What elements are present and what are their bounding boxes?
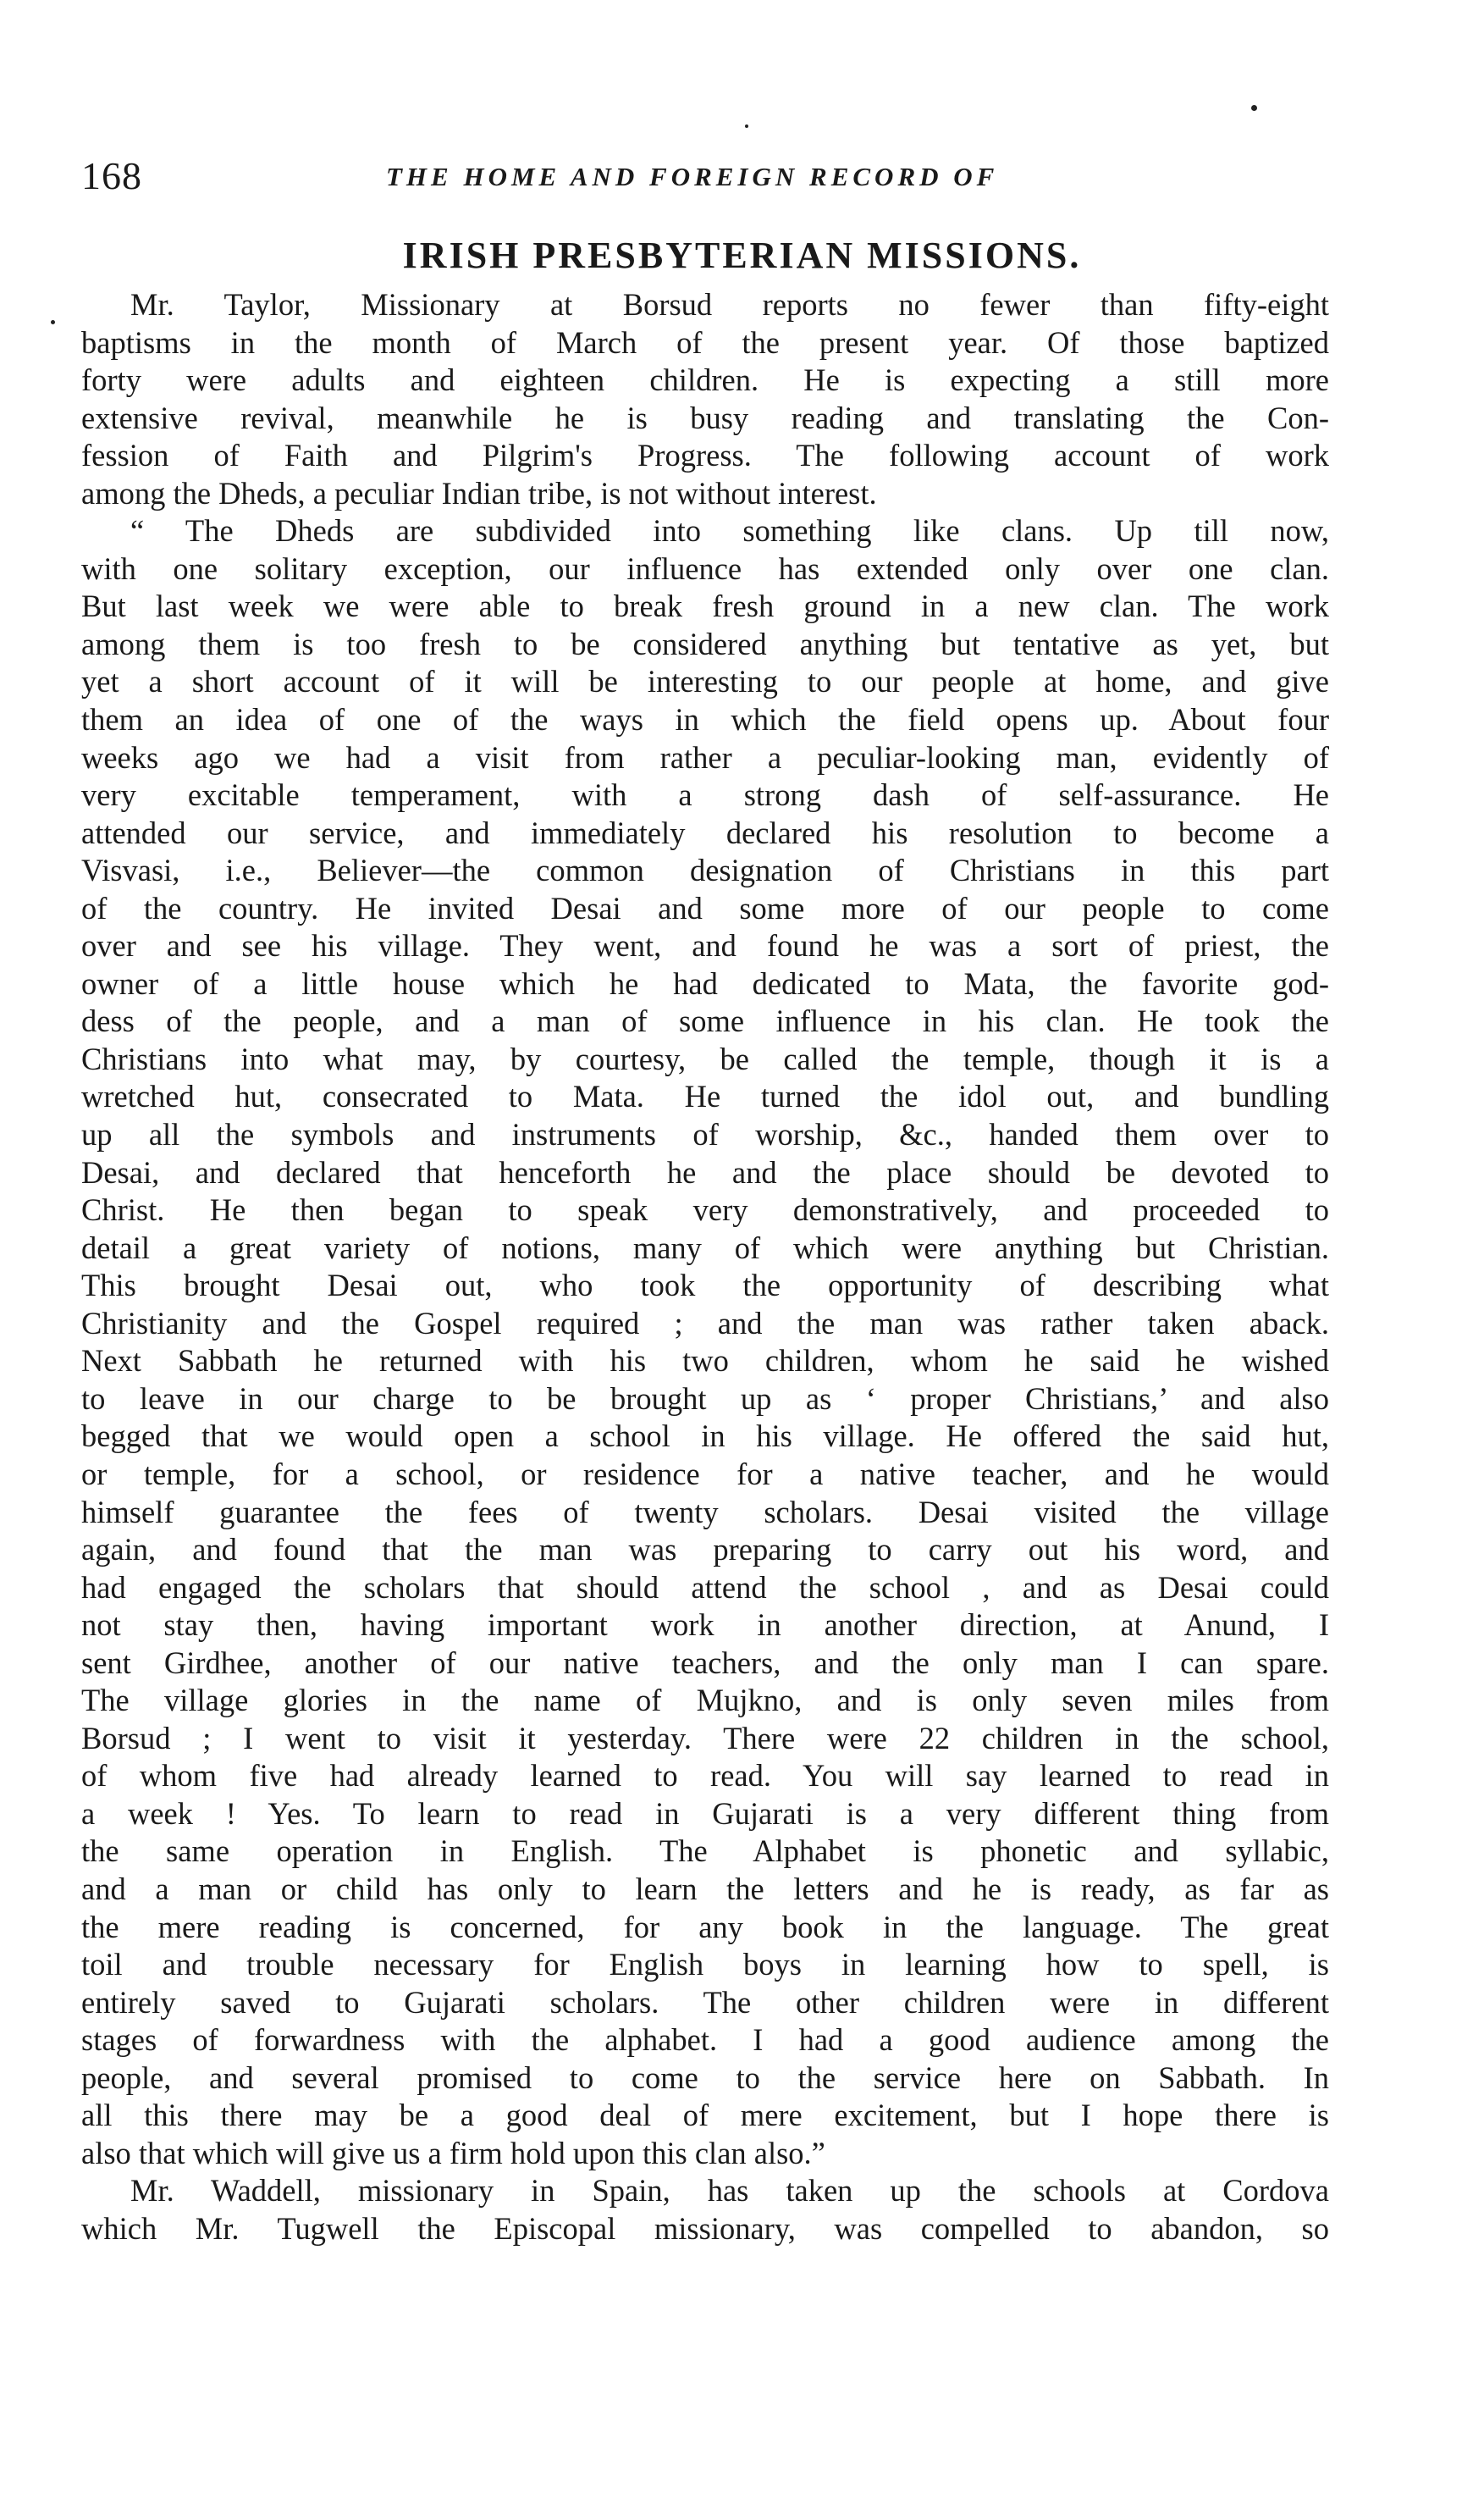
text-line: sent Girdhee, another of our native teachers, and the only man I can spare. (81, 1645, 1329, 1680)
text-line: Borsud ; I went to visit it yesterday. There were 22 children in the school, (81, 1720, 1329, 1755)
text-line: weeks ago we had a visit from rather a peculiar-looking man, evidently of (81, 739, 1329, 775)
text-line: them an idea of one of the ways in which the field opens up. About four (81, 702, 1329, 738)
text-line: himself guarantee the fees of twenty scholars. Desai visited the village (81, 1494, 1329, 1529)
text-line: among them is too fresh to be considered anything but tentative as yet, but (81, 626, 1329, 661)
ink-speck (745, 124, 748, 128)
ink-speck (1251, 105, 1257, 111)
journal-title: THE HOME AND FOREIGN RECORD OF (386, 162, 999, 191)
section-title: IRISH PRESBYTERIAN MISSIONS. (402, 235, 1082, 276)
text-line: fession of Faith and Pilgrim's Progress. The following account of work (81, 438, 1329, 473)
text-line: wretched hut, consecrated to Mata. He turned the idol out, and bundling (81, 1079, 1329, 1114)
text-line: detail a great variety of notions, many of which were anything but Christian. (81, 1230, 1329, 1265)
text-line: But last week we were able to break fresh ground in a new clan. The work (81, 589, 1329, 624)
text-line: Mr. Waddell, missionary in Spain, has taken up the schools at Cordova (130, 2173, 1329, 2209)
text-line: not stay then, having important work in another direction, at Anund, I (81, 1607, 1329, 1643)
text-line: people, and several promised to come to the service here on Sabbath. In (81, 2059, 1329, 2095)
text-line: among the Dheds, a peculiar Indian tribe, is not without interest. (81, 475, 877, 511)
text-line: attended our service, and immediately declared his resolution to become a (81, 815, 1329, 850)
text-line: the same operation in English. The Alphabet is phonetic and syllabic, (81, 1833, 1329, 1869)
text-line: Christians into what may, by courtesy, be called the temple, though it is a (81, 1041, 1329, 1076)
text-line: Next Sabbath he returned with his two children, whom he said he wished (81, 1343, 1329, 1379)
text-line: Mr. Taylor, Missionary at Borsud reports no fewer than fifty-eight (130, 287, 1329, 322)
text-line: This brought Desai out, who took the opportunity of describing what (81, 1268, 1329, 1303)
text-line: entirely saved to Gujarati scholars. The other children were in different (81, 1984, 1329, 2020)
text-line: Christ. He then began to speak very demonstratively, and proceeded to (81, 1192, 1329, 1228)
text-line: very excitable temperament, with a strong dash of self-assurance. He (81, 777, 1329, 813)
text-line: toil and trouble necessary for English boys in learning how to spell, is (81, 1947, 1329, 1982)
text-line: baptisms in the month of March of the present year. Of those baptized (81, 324, 1329, 360)
text-line: forty were adults and eighteen children. He is expecting a still more (81, 362, 1329, 398)
text-line: and a man or child has only to learn the letters and he is ready, as far as (81, 1871, 1329, 1906)
text-line: up all the symbols and instruments of worship, &c., handed them over to (81, 1117, 1329, 1153)
text-line: the mere reading is concerned, for any book in the language. The great (81, 1909, 1329, 1944)
text-line: which Mr. Tugwell the Episcopal missionary, was compelled to abandon, so (81, 2210, 1329, 2246)
text-line: over and see his village. They went, and found he was a sort of priest, the (81, 928, 1329, 964)
text-line: dess of the people, and a man of some influence in his clan. He took the (81, 1003, 1329, 1039)
text-line: stages of forwardness with the alphabet. I had a good audience among the (81, 2022, 1329, 2058)
text-line: a week ! Yes. To learn to read in Gujarati is a very different thing from (81, 1795, 1329, 1831)
text-line: Visvasi, i.e., Believer—the common designation of Christians in this part (81, 853, 1329, 888)
ink-speck (51, 320, 55, 324)
text-line: The village glories in the name of Mujkno, and is only seven miles from (81, 1683, 1329, 1718)
text-line: with one solitary exception, our influence has extended only over one clan. (81, 550, 1329, 586)
page-number: 168 (81, 154, 142, 197)
text-line: begged that we would open a school in his village. He offered the said hut, (81, 1418, 1329, 1454)
text-line: of the country. He invited Desai and some more of our people to come (81, 890, 1329, 926)
text-line: all this there may be a good deal of mere excitement, but I hope there is (81, 2098, 1329, 2133)
text-line: or temple, for a school, or residence for a native teacher, and he would (81, 1456, 1329, 1491)
text-line: had engaged the scholars that should attend the school , and as Desai could (81, 1569, 1329, 1605)
text-line: Christianity and the Gospel required ; and the man was rather taken aback. (81, 1305, 1329, 1341)
text-line: extensive revival, meanwhile he is busy reading and translating the Con- (81, 400, 1329, 435)
text-line: “ The Dheds are subdivided into something like clans. Up till now, (130, 513, 1329, 549)
text-line: yet a short account of it will be interesting to our people at home, and give (81, 664, 1329, 699)
text-line: Desai, and declared that henceforth he and the place should be devoted to (81, 1154, 1329, 1190)
text-line: also that which will give us a firm hold upon this clan also.” (81, 2135, 825, 2170)
text-line: owner of a little house which he had dedicated to Mata, the favorite god- (81, 965, 1329, 1001)
article-body (81, 286, 1329, 2247)
text-line: again, and found that the man was preparing to carry out his word, and (81, 1532, 1329, 1567)
text-line: of whom five had already learned to read. You will say learned to read in (81, 1758, 1329, 1794)
text-line: to leave in our charge to be brought up as ‘ proper Christians,’ and also (81, 1380, 1329, 1416)
running-head (81, 151, 1368, 202)
